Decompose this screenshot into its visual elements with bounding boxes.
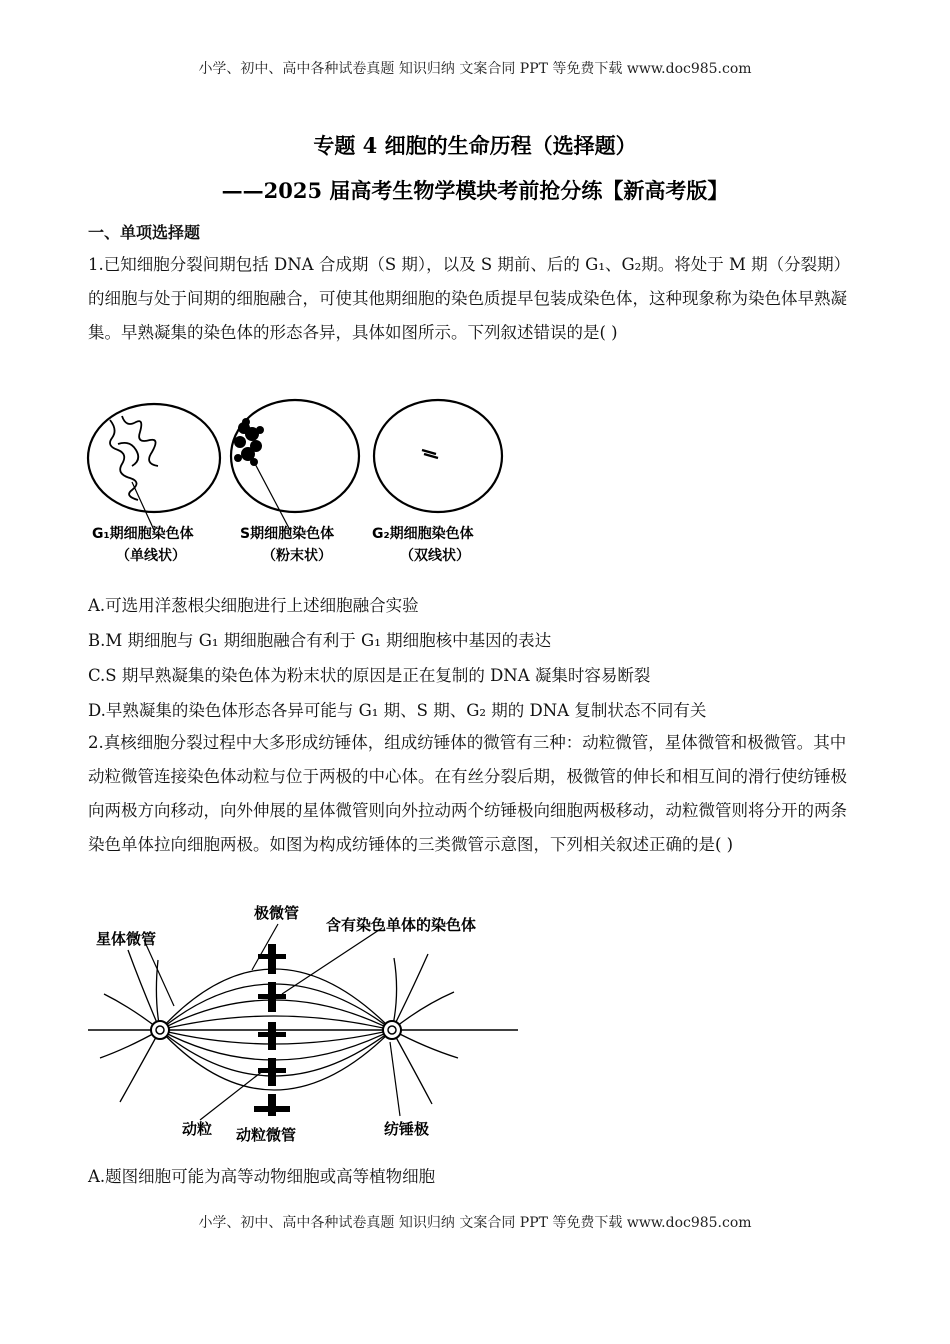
kinetochore-pointer (200, 1070, 264, 1120)
g1-cell (88, 404, 220, 512)
q1-stem: 1.已知细胞分裂间期包括 DNA 合成期（S 期），以及 S 期前、后的 G₁、G₂期。将处于 M 期（分裂期）的细胞与处于间期的细胞融合，可使其他期细胞的染色质提早包装成染色体，这种现象称为染色体早熟凝集。早熟凝集的染色体的形态各异，具体如图所示。下列叙述错误的是( ) (88, 255, 851, 342)
s-pointer (252, 458, 290, 530)
right-centrosome (383, 1021, 401, 1039)
q2-stem: 2.真核细胞分裂过程中大多形成纺锤体，组成纺锤体的微管有三种：动粒微管，星体微管和极微管。其中动粒微管连接染色体动粒与位于两极的中心体。在有丝分裂后期，极微管的伸长和相互间的滑行使纺锤极向两极方向移动，向外伸展的星体微管则向外拉动两个纺锤极向细胞两极移动，动粒微管则将分开的两条染色单体拉向细胞两极。如图为构成纺锤体的三类微管示意图，下列相关叙述正确的是( ) (88, 733, 847, 854)
g1-sub: （单线状） (116, 548, 186, 564)
section-heading: 一、单项选择题 (88, 223, 201, 242)
g1-label: G₁期细胞染色体 (92, 526, 194, 542)
doc-title: 专题 4 细胞的生命历程（选择题） (313, 133, 637, 158)
g2-sub: （双线状） (400, 548, 470, 564)
astral-pointer (144, 940, 174, 1006)
q1-option-c: C.S 期早熟凝集的染色体为粉末状的原因是正在复制的 DNA 凝集时容易断裂 (88, 666, 651, 685)
q1-option-a: A.可选用洋葱根尖细胞进行上述细胞融合实验 (88, 596, 419, 615)
page-footer: 小学、初中、高中各种试卷真题 知识归纳 文案合同 PPT 等免费下载 www.doc985.com (198, 1215, 752, 1231)
polar-label: 极微管 (254, 904, 300, 922)
page-header: 小学、初中、高中各种试卷真题 知识归纳 文案合同 PPT 等免费下载 www.doc985.com (198, 61, 752, 77)
spindle-pole-pointer (390, 1042, 400, 1116)
q1-option-b: B.M 期细胞与 G₁ 期细胞融合有利于 G₁ 期细胞核中基因的表达 (88, 631, 552, 650)
g2-label: G₂期细胞染色体 (372, 526, 474, 542)
s-sub: （粉末状） (262, 548, 332, 564)
g2-chromatin (422, 450, 438, 458)
doc-subtitle: ——2025 届高考生物学模块考前抢分练【新高考版】 (221, 178, 729, 203)
s-chromatin (234, 418, 264, 466)
q1-figure (82, 398, 512, 578)
g1-pointer (132, 482, 154, 530)
spindle-pole-label: 纺锤极 (384, 1120, 430, 1138)
q2-option-a: A.题图细胞可能为高等动物细胞或高等植物细胞 (88, 1167, 436, 1186)
g2-cell (374, 400, 502, 512)
kinetochore-mt-label: 动粒微管 (236, 1126, 297, 1144)
kinetochore-label: 动粒 (182, 1120, 213, 1138)
chromosome-label: 含有染色单体的染色体 (326, 916, 477, 934)
q2-figure (82, 898, 522, 1148)
q1-option-d: D.早熟凝集的染色体形态各异可能与 G₁ 期、S 期、G₂ 期的 DNA 复制状态不同有关 (88, 701, 707, 720)
left-centrosome (151, 1021, 169, 1039)
astral-label: 星体微管 (96, 930, 157, 948)
s-label: S期细胞染色体 (240, 526, 335, 542)
